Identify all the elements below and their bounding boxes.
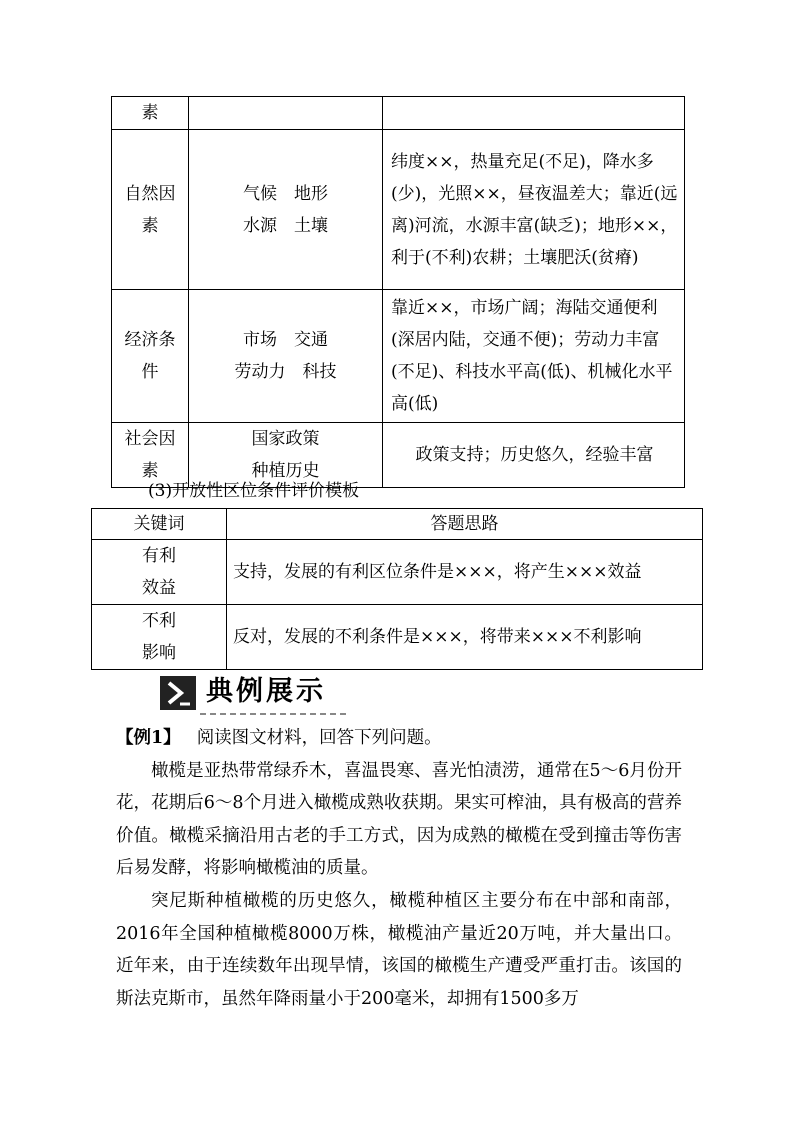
factor-cell: 经济条 件 — [112, 290, 189, 423]
description-cell — [383, 97, 685, 130]
table-row — [92, 605, 703, 670]
table-row — [112, 130, 685, 290]
subheading: (3)开放性区位条件评价模板 — [148, 481, 360, 501]
keyword-cell: 不利 影响 — [92, 605, 227, 670]
factor-cell: 素 — [112, 97, 189, 130]
factor-cell: 社会因 素 — [112, 423, 189, 488]
elements-cell — [189, 97, 383, 130]
elements-cell — [189, 290, 383, 423]
section-header — [160, 670, 346, 716]
elements-cell — [189, 423, 383, 488]
element-line: 气候 地形 — [243, 183, 328, 204]
approach-cell: 支持，发展的有利区位条件是×××，将产生×××效益 — [227, 540, 703, 605]
section-title: 典例展示 — [206, 676, 326, 707]
location-factors-table — [111, 96, 685, 488]
evaluation-template-table — [91, 508, 703, 670]
keyword-cell: 有利 效益 — [92, 540, 227, 605]
section-underline — [200, 713, 346, 715]
factor-cell: 自然因 素 — [112, 130, 189, 290]
example-intro-line — [116, 722, 682, 755]
description-cell: 政策支持；历史悠久，经验丰富 — [383, 423, 685, 488]
table-row — [112, 423, 685, 488]
header-approach: 答题思路 — [227, 509, 703, 540]
table-row — [112, 97, 685, 130]
elements-cell — [189, 130, 383, 290]
element-line: 水源 土壤 — [243, 215, 328, 236]
example-paragraph: 突尼斯种植橄榄的历史悠久，橄榄种植区主要分布在中部和南部，2016年全国种植橄榄8000万株，橄榄油产量近20万吨，并大量出口。近年来，由于连续数年出现旱情，该国的橄榄生产遭受严重打击。该国的斯法克斯市，虽然年降雨量小于200毫米，却拥有1500多万 — [116, 890, 682, 1009]
element-line: 市场 交通 — [243, 330, 328, 350]
element-line: 国家政策 — [251, 429, 320, 449]
example-intro: 阅读图文材料，回答下列问题。 — [196, 728, 442, 748]
approach-cell: 反对，发展的不利条件是×××，将带来×××不利影响 — [227, 605, 703, 670]
table-row — [92, 540, 703, 605]
example-label: 【例1】 — [116, 728, 181, 748]
element-line: 种植历史 — [251, 461, 320, 481]
table-header-row — [92, 509, 703, 540]
example-body — [116, 722, 682, 1015]
table-row — [112, 290, 685, 423]
example-paragraph: 橄榄是亚热带常绿乔木，喜温畏寒、喜光怕渍涝，通常在5～6月份开花，花期后6～8个月进入橄榄成熟收获期。果实可榨油，具有极高的营养价值。橄榄采摘沿用古老的手工方式，因为成熟的橄榄在受到撞击等伤害后易发酵，将影响橄榄油的质量。 — [116, 760, 682, 879]
element-line: 劳动力 科技 — [234, 362, 337, 382]
chevron-right-icon — [160, 676, 196, 710]
description-cell: 纬度××，热量充足(不足)，降水多(少)，光照××，昼夜温差大；靠近(远离)河流，水源丰富(缺乏)；地形××，利于(不利)农耕；土壤肥沃(贫瘠) — [383, 130, 685, 290]
header-keyword: 关键词 — [92, 509, 227, 540]
description-cell: 靠近××，市场广阔；海陆交通便利(深居内陆，交通不便)；劳动力丰富(不足)、科技水平高(低)、机械化水平高(低) — [383, 290, 685, 423]
